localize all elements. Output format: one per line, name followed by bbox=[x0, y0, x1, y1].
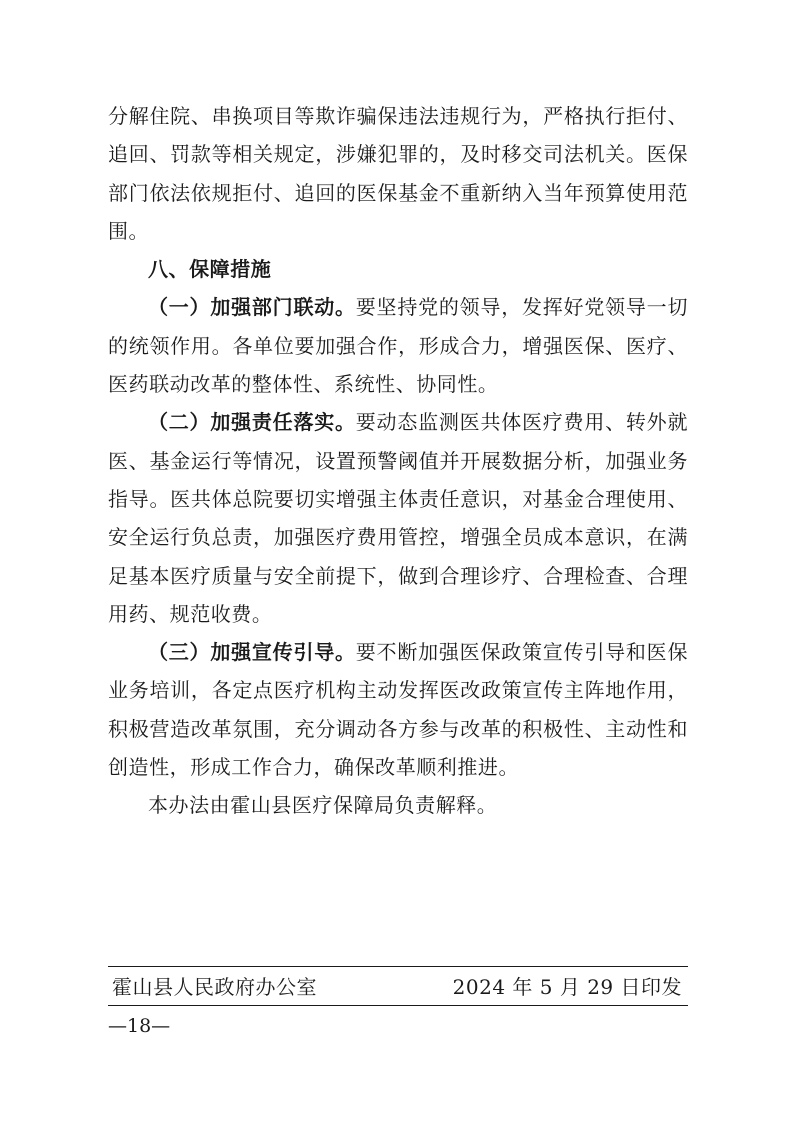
continuation-paragraph: 分解住院、串换项目等欺诈骗保违法违规行为，严格执行拒付、追回、罚款等相关规定，涉嫌犯罪的，及时移交司法机关。医保部门依法依规拒付、追回的医保基金不重新纳入当年预算使用范围。 bbox=[108, 104, 688, 243]
footer-issuer: 霍山县人民政府办公室 bbox=[112, 975, 317, 999]
page-number: —18— bbox=[108, 1015, 171, 1037]
section-heading: 八、保障措施 bbox=[148, 257, 272, 282]
measure-paragraph-2 bbox=[108, 403, 688, 633]
closing-statement: 本办法由霍山县医疗保障局负责解释。 bbox=[148, 793, 498, 818]
footer-bottom-rule bbox=[108, 1005, 688, 1006]
measure-text-3: 要不断加强医保政策宣传引导和医保业务培训，各定点医疗机构主动发挥医改政策宣传主阵地作用，积极营造改革氛围，充分调动各方参与改革的积极性、主动性和创造性，形成工作合力，确保改革顺利推进。 bbox=[108, 640, 688, 780]
measure-text-2: 要动态监测医共体医疗费用、转外就医、基金运行等情况，设置预警阈值并开展数据分析，加强业务指导。医共体总院要切实增强主体责任意识，对基金合理使用、安全运行负总责，加强医疗费用管控，增强全员成本意识，在满足基本医疗质量与安全前提下，做到合理诊疗、合理检查、合理用药、规范收费。 bbox=[108, 410, 688, 626]
measure-paragraph-1 bbox=[108, 288, 688, 403]
measure-lead-1: （一）加强部门联动。 bbox=[148, 295, 356, 320]
measure-text-1: 要坚持党的领导，发挥好党领导一切的统领作用。各单位要加强合作，形成合力，增强医保、医疗、医药联动改革的整体性、系统性、协同性。 bbox=[108, 295, 688, 397]
document-body bbox=[108, 97, 688, 825]
measure-lead-3: （三）加强宣传引导。 bbox=[148, 640, 356, 665]
footer-issue-date: 2024 年 5 月 29 日印发 bbox=[452, 975, 682, 999]
footer-top-rule bbox=[108, 966, 688, 967]
measure-lead-2: （二）加强责任落实。 bbox=[148, 410, 356, 435]
footer-issue-line bbox=[112, 972, 682, 1002]
measure-paragraph-3 bbox=[108, 633, 688, 786]
